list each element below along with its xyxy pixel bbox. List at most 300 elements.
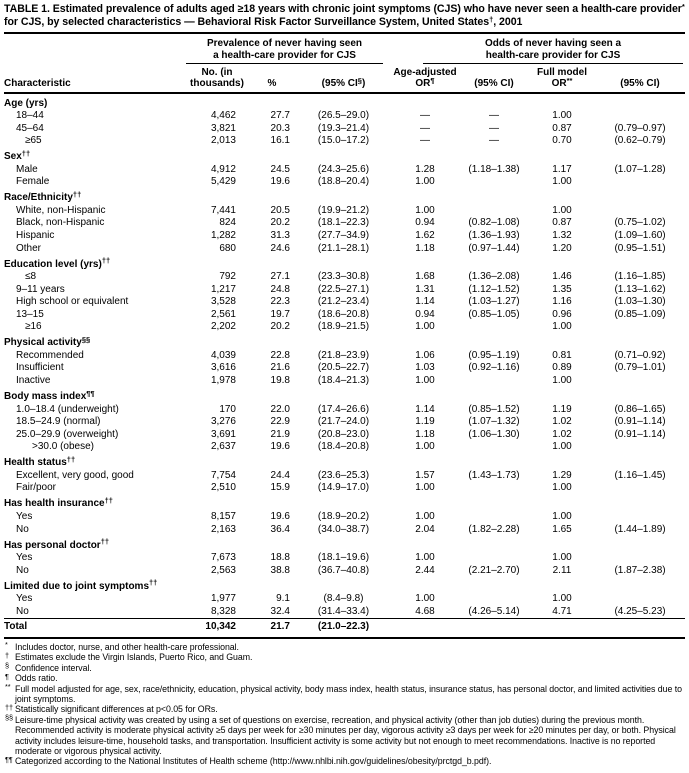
cell-ci: (0.95–1.19) <box>468 349 520 361</box>
cell-pct: 32.4 <box>270 605 290 617</box>
cell-ci <box>595 93 685 110</box>
row-label: Race/Ethnicity†† <box>4 189 82 204</box>
cell-no: 3,528 <box>210 296 236 308</box>
cell-ci: (0.62–0.79) <box>614 135 666 147</box>
cell-pct: 9.1 <box>276 593 290 605</box>
cell-or: 0.96 <box>552 308 572 320</box>
col-header-percent: % <box>248 64 296 93</box>
footnote <box>4 673 685 683</box>
footnote-marker: ¶¶ <box>5 754 13 764</box>
table-row <box>4 309 685 322</box>
cell-pct: 19.8 <box>270 374 290 386</box>
cell-pct: 20.2 <box>270 321 290 333</box>
cell-ci: (1.82–2.28) <box>468 523 520 535</box>
cell-ci: (1.16–1.45) <box>614 469 666 481</box>
row-label: No <box>16 605 29 617</box>
row-label: Has health insurance†† <box>4 495 113 510</box>
cell-ci <box>595 593 685 606</box>
table-row <box>4 375 685 388</box>
row-label: Total <box>4 619 186 638</box>
cell-ci: (1.06–1.30) <box>468 428 520 440</box>
cell-or: 1.19 <box>415 416 435 428</box>
table-row <box>4 429 685 442</box>
footnote-marker-asterisk: * <box>681 2 685 11</box>
cell-no: 1,217 <box>210 283 236 295</box>
row-label: Physical activity§§ <box>4 334 91 349</box>
row-label: ≥65 <box>25 135 42 147</box>
footnote-text: Estimates exclude the Virgin Islands, Puerto Rico, and Guam. <box>15 652 253 663</box>
cell-no: 8,157 <box>210 510 236 522</box>
cell-or: 1.46 <box>552 271 572 283</box>
cell-or: 0.87 <box>552 217 572 229</box>
cell-ci: (23.6–25.3) <box>317 469 370 481</box>
cell-ci <box>459 176 529 189</box>
cell-no: 824 <box>219 217 236 229</box>
data-table <box>4 34 685 639</box>
cell-ci: (26.5–29.0) <box>317 110 370 122</box>
cell-ci <box>296 577 391 593</box>
cell-ci: (0.86–1.65) <box>614 403 666 415</box>
group-header-odds <box>391 34 685 64</box>
row-label: Other <box>16 242 42 254</box>
cell-ci: (1.03–1.30) <box>614 296 666 308</box>
table-row <box>4 284 685 297</box>
cell-ci <box>595 205 685 218</box>
row-label: Sex†† <box>4 148 31 163</box>
cell-or: 1.00 <box>552 593 572 605</box>
table-row <box>4 524 685 537</box>
footnote-text: Confidence interval. <box>15 662 92 673</box>
footnote <box>4 756 685 766</box>
cell-or <box>391 577 459 593</box>
cell-or: 1.00 <box>415 374 435 386</box>
cell-no <box>186 334 248 350</box>
table-row <box>4 123 685 136</box>
cell-ci <box>296 148 391 164</box>
table-row <box>4 271 685 284</box>
cell-or: 0.70 <box>552 135 572 147</box>
cell-ci: (1.43–1.73) <box>468 469 520 481</box>
table-row <box>4 350 685 363</box>
cell-or: 1.31 <box>415 283 435 295</box>
footnote-marker: ¶ <box>5 671 9 681</box>
cell-or <box>391 334 459 350</box>
row-label: Hispanic <box>16 229 55 241</box>
cell-ci: (0.97–1.44) <box>468 242 520 254</box>
cell-ci: (27.7–34.9) <box>317 229 370 241</box>
cell-ci: (0.91–1.14) <box>614 416 666 428</box>
row-label: Recommended <box>16 349 84 361</box>
cell-pct: 19.7 <box>270 308 290 320</box>
cell-ci <box>296 388 391 404</box>
row-footnote-marker: †† <box>104 495 113 505</box>
cell-ci <box>595 321 685 334</box>
cell-ci: (1.36–1.93) <box>468 229 520 241</box>
cell-or <box>391 148 459 164</box>
row-label: 18.5–24.9 (normal) <box>16 416 101 428</box>
row-footnote-marker: §§ <box>81 334 91 344</box>
cell-or <box>529 388 595 404</box>
cell-pct: 22.3 <box>270 296 290 308</box>
cell-or <box>529 255 595 271</box>
header-spacer <box>4 34 186 64</box>
cell-ci <box>595 148 685 164</box>
cell-or: 1.02 <box>552 416 572 428</box>
cell-ci <box>459 334 529 350</box>
cell-or <box>529 495 595 511</box>
cell-ci: (18.1–22.3) <box>317 217 370 229</box>
row-label: Inactive <box>16 374 51 386</box>
footnote-marker: § <box>5 661 10 671</box>
cell-or: 1.14 <box>415 296 435 308</box>
footnote <box>4 663 685 673</box>
cell-or: 1.35 <box>552 283 572 295</box>
cell-pct: 27.7 <box>270 110 290 122</box>
row-label: Yes <box>16 593 33 605</box>
cell-or: — <box>420 122 430 134</box>
cell-ci: (2.21–2.70) <box>468 564 520 576</box>
cell-no: 2,637 <box>210 441 236 453</box>
table-title-year: , 2001 <box>493 16 523 28</box>
group2-line1: Odds of never having seen a <box>484 38 622 49</box>
cell-no <box>186 255 248 271</box>
footnote-marker: * <box>5 640 8 650</box>
cell-no: 2,013 <box>210 135 236 147</box>
row-label: Limited due to joint symptoms†† <box>4 578 158 592</box>
col-header-full-model-or: Full model OR** <box>529 64 595 93</box>
row-label: Excellent, very good, good <box>16 469 134 481</box>
footnote-text: Statistically significant differences at p<0.05 for ORs. <box>15 704 218 715</box>
cell-no <box>186 454 248 470</box>
footnote-text: Categorized according to the National Institutes of Health scheme (http://www.nhlbi.nih.gov/guidelines/obesity/prctgd_b.pdf). <box>15 756 492 767</box>
cell-pct <box>248 93 296 110</box>
cell-ci: (24.3–25.6) <box>317 163 370 175</box>
row-label: No <box>16 523 29 535</box>
cell-or <box>391 619 459 638</box>
cell-no: 5,429 <box>210 176 236 188</box>
cell-ci: (1.44–1.89) <box>614 523 666 535</box>
cell-no: 680 <box>219 242 236 254</box>
table-header <box>4 34 685 93</box>
cell-ci: (1.07–1.28) <box>614 163 666 175</box>
col-header-ci2: (95% CI) <box>459 64 529 93</box>
cell-ci: (20.5–22.7) <box>317 362 370 374</box>
cell-ci <box>459 93 529 110</box>
cell-ci: (4.26–5.14) <box>468 605 520 617</box>
cell-ci <box>595 176 685 189</box>
cell-ci: (1.36–2.08) <box>468 271 520 283</box>
cell-ci: (22.5–27.1) <box>317 283 370 295</box>
cell-ci: (36.7–40.8) <box>317 564 370 576</box>
cell-ci: (1.13–1.62) <box>614 283 666 295</box>
group2-line2: health-care provider for CJS <box>485 49 621 61</box>
cell-or <box>391 189 459 205</box>
cell-ci: (21.2–23.4) <box>317 296 370 308</box>
cell-ci: (0.79–1.01) <box>614 362 666 374</box>
cell-or <box>391 93 459 110</box>
cell-pct <box>248 148 296 164</box>
cell-or: 1.28 <box>415 163 435 175</box>
cell-or: 1.00 <box>552 441 572 453</box>
cell-or: 1.00 <box>552 110 572 122</box>
cell-ci: (14.9–17.0) <box>317 482 370 494</box>
cell-ci: — <box>489 122 499 134</box>
cell-pct: 22.9 <box>270 416 290 428</box>
cell-or: 1.32 <box>552 229 572 241</box>
table-row-category <box>4 454 685 470</box>
cell-pct: 22.0 <box>270 403 290 415</box>
cell-or: 1.00 <box>552 176 572 188</box>
cell-ci: (0.79–0.97) <box>614 122 666 134</box>
cell-ci <box>459 495 529 511</box>
cell-or: 1.02 <box>552 428 572 440</box>
cell-ci <box>296 495 391 511</box>
cell-pct: 20.3 <box>270 122 290 134</box>
cell-ci <box>459 441 529 454</box>
cell-no: 3,691 <box>210 428 236 440</box>
cell-ci <box>459 482 529 495</box>
cell-ci: (1.16–1.85) <box>614 271 666 283</box>
cell-ci: (1.12–1.52) <box>468 283 520 295</box>
cell-ci <box>296 93 391 110</box>
cell-pct: 19.6 <box>270 176 290 188</box>
footnote <box>4 704 685 714</box>
row-label: ≤8 <box>25 271 37 283</box>
table-row <box>4 110 685 123</box>
cell-no: 10,342 <box>186 619 248 638</box>
cell-no <box>186 388 248 404</box>
cell-no <box>186 495 248 511</box>
row-footnote-marker: †† <box>21 148 31 158</box>
cell-ci: (20.8–23.0) <box>317 428 370 440</box>
cell-or: 1.68 <box>415 271 435 283</box>
cell-or: — <box>420 135 430 147</box>
cell-ci: (0.71–0.92) <box>614 349 666 361</box>
footnote <box>4 642 685 652</box>
row-label: 18–44 <box>16 110 44 122</box>
row-label: Yes <box>16 552 33 564</box>
cell-or: 0.81 <box>552 349 572 361</box>
cell-or <box>529 454 595 470</box>
row-label: Insufficient <box>16 362 64 374</box>
table-row <box>4 552 685 565</box>
cell-ci: (0.85–1.09) <box>614 308 666 320</box>
cell-ci <box>595 375 685 388</box>
cell-or <box>529 619 595 638</box>
group1-line2: a health-care provider for CJS <box>213 49 356 61</box>
cell-ci <box>595 511 685 524</box>
table-row-category <box>4 255 685 271</box>
row-label: Fair/poor <box>16 482 57 494</box>
col-header-number: No. (in thousands) <box>186 64 248 93</box>
cell-ci: (18.6–20.8) <box>317 308 370 320</box>
cell-ci: (0.95–1.51) <box>614 242 666 254</box>
cell-or: 1.29 <box>552 469 572 481</box>
cell-no: 170 <box>219 403 236 415</box>
cell-ci: (31.4–33.4) <box>317 605 370 617</box>
row-footnote-marker: †† <box>72 189 82 199</box>
cell-no: 1,977 <box>210 593 236 605</box>
cell-ci: (18.8–20.4) <box>317 176 370 188</box>
cell-no: 3,616 <box>210 362 236 374</box>
cell-ci: — <box>489 110 499 122</box>
cell-pct <box>248 189 296 205</box>
cell-or: 1.00 <box>552 374 572 386</box>
cell-ci <box>595 619 685 638</box>
table-title <box>4 3 685 29</box>
cell-pct: 31.3 <box>270 229 290 241</box>
cell-ci: (19.9–21.2) <box>317 204 370 216</box>
row-label: 1.0–18.4 (underweight) <box>16 403 119 415</box>
cell-or: 0.87 <box>552 122 572 134</box>
cell-pct <box>248 495 296 511</box>
table-row-total <box>4 619 685 638</box>
cell-ci <box>595 536 685 552</box>
cell-or: 1.57 <box>415 469 435 481</box>
cell-no: 2,163 <box>210 523 236 535</box>
cell-pct <box>248 536 296 552</box>
row-label: 25.0–29.9 (overweight) <box>16 428 119 440</box>
cell-ci <box>595 454 685 470</box>
cell-ci: (21.0–22.3) <box>296 619 391 638</box>
cell-no: 4,039 <box>210 349 236 361</box>
cell-or: 1.00 <box>415 204 435 216</box>
cell-pct <box>248 334 296 350</box>
cell-or: 1.03 <box>415 362 435 374</box>
cell-ci <box>595 255 685 271</box>
cell-or: 0.89 <box>552 362 572 374</box>
cell-ci <box>459 536 529 552</box>
cell-or: 1.16 <box>552 296 572 308</box>
row-label: No <box>16 564 29 576</box>
row-footnote-marker: ¶¶ <box>86 388 95 398</box>
cell-pct: 24.5 <box>270 163 290 175</box>
cell-ci: (18.4–20.8) <box>317 441 370 453</box>
cell-ci <box>459 619 529 638</box>
cell-no: 4,462 <box>210 110 236 122</box>
cell-ci <box>595 441 685 454</box>
cell-no <box>186 189 248 205</box>
footnote-marker: §§ <box>5 713 14 723</box>
cell-pct: 24.4 <box>270 469 290 481</box>
row-footnote-marker: †† <box>100 537 110 547</box>
cell-ci: (21.7–24.0) <box>317 416 370 428</box>
cell-or <box>529 577 595 593</box>
col-header-ci3: (95% CI) <box>595 64 685 93</box>
cell-no: 792 <box>219 271 236 283</box>
row-label: Health status†† <box>4 454 76 469</box>
cell-ci: (1.87–2.38) <box>614 564 666 576</box>
cell-pct <box>248 255 296 271</box>
cell-or: 1.06 <box>415 349 435 361</box>
cell-ci <box>459 148 529 164</box>
cell-ci <box>459 593 529 606</box>
cell-ci <box>459 255 529 271</box>
cell-pct <box>248 388 296 404</box>
row-label: 45–64 <box>16 122 44 134</box>
cell-pct: 20.2 <box>270 217 290 229</box>
footnote-marker: † <box>5 650 10 660</box>
row-label: 13–15 <box>16 308 44 320</box>
cell-pct <box>248 454 296 470</box>
cell-no <box>186 93 248 110</box>
cell-ci: (18.9–21.5) <box>317 321 370 333</box>
cell-ci <box>459 375 529 388</box>
table-row <box>4 135 685 148</box>
table-row <box>4 482 685 495</box>
cell-ci: (15.0–17.2) <box>317 135 370 147</box>
cell-or: 1.00 <box>415 321 435 333</box>
cell-or <box>391 255 459 271</box>
cell-no <box>186 577 248 593</box>
cell-or: 1.17 <box>552 163 572 175</box>
cell-no: 1,978 <box>210 374 236 386</box>
footnote-marker: †† <box>5 702 14 712</box>
footnote-text: Full model adjusted for age, sex, race/ethnicity, education, physical activity, body mass index, health status, insurance status, has personal doctor, and limited activities due to joint symptoms. <box>15 683 682 704</box>
table-row <box>4 565 685 578</box>
table-row <box>4 205 685 218</box>
cell-or: 0.94 <box>415 217 435 229</box>
cell-no: 1,282 <box>210 229 236 241</box>
row-label: High school or equivalent <box>16 296 129 308</box>
footnote-text: Leisure-time physical activity was created by using a set of questions on exercise, recreation, and physical activity (other than job duties) during the previous month. Recommended activity is moderate physical activity ≥5 days per week for ≥30 minutes per day, vigorous activity ≥3 days per week for ≥20 minutes per day, or both. Physical activity includes leisure-time, household tasks, and transportation. Insufficient activity is some activity but not enough to meet recommendations. Inactive is no reported moderate or vigorous physical activity. <box>15 714 676 756</box>
cell-or: 4.68 <box>415 605 435 617</box>
col-header-age-adjusted-or: Age-adjusted OR¶ <box>391 64 459 93</box>
group-header-prevalence <box>186 34 391 64</box>
col-header-ci1: (95% CI§) <box>296 64 391 93</box>
cell-or: 1.00 <box>415 510 435 522</box>
cell-pct: 19.6 <box>270 510 290 522</box>
cell-or: 2.04 <box>415 523 435 535</box>
table-body <box>4 93 685 638</box>
cell-ci <box>296 334 391 350</box>
cell-ci: (0.85–1.05) <box>468 308 520 320</box>
footnote-marker: ** <box>5 682 11 691</box>
cell-ci <box>595 577 685 593</box>
cell-or: 1.00 <box>415 441 435 453</box>
cell-or: 1.14 <box>415 403 435 415</box>
footnote <box>4 715 685 757</box>
cell-or <box>529 148 595 164</box>
cell-ci <box>459 577 529 593</box>
cell-ci <box>459 552 529 565</box>
cell-ci <box>296 255 391 271</box>
cell-pct: 19.6 <box>270 441 290 453</box>
table-row <box>4 296 685 309</box>
cell-or: 1.00 <box>552 204 572 216</box>
table-title-text-2: for CJS, by selected characteristics — Behavioral Risk Factor Surveillance System, United States <box>4 16 490 28</box>
cell-ci <box>595 388 685 404</box>
table-row <box>4 416 685 429</box>
cell-or: 1.18 <box>415 242 435 254</box>
cell-ci <box>459 205 529 218</box>
cell-pct: 24.8 <box>270 283 290 295</box>
cell-or: 2.11 <box>552 564 572 576</box>
cell-ci: — <box>489 135 499 147</box>
cell-ci: (18.4–21.3) <box>317 374 370 386</box>
cell-or: — <box>420 110 430 122</box>
cell-or: 1.00 <box>415 482 435 494</box>
cell-ci: (0.82–1.08) <box>468 217 520 229</box>
cell-or: 1.00 <box>552 552 572 564</box>
table-row-category <box>4 334 685 350</box>
cell-pct: 24.6 <box>270 242 290 254</box>
row-label: ≥16 <box>25 321 42 333</box>
cell-ci <box>595 495 685 511</box>
cell-or: 1.00 <box>415 593 435 605</box>
cell-or: 1.00 <box>552 482 572 494</box>
cell-ci <box>595 334 685 350</box>
